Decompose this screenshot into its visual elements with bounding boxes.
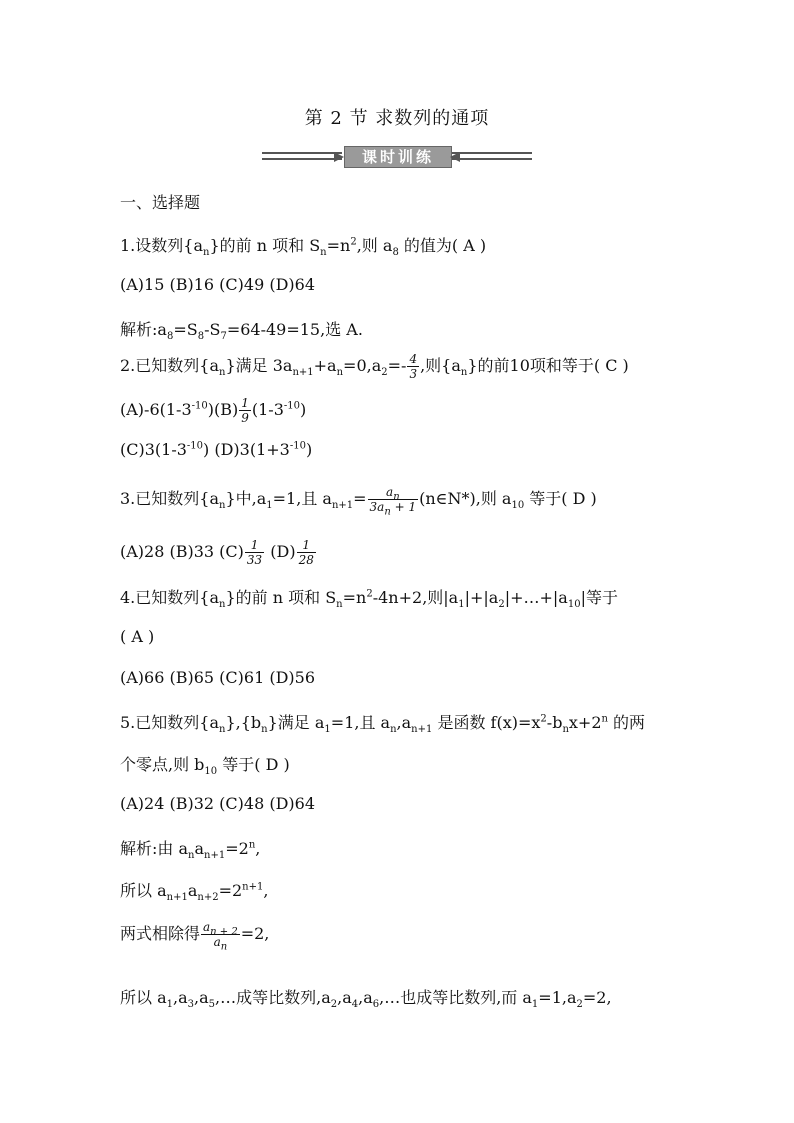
- fraction: $\frac{1}{28}$: [298, 538, 314, 567]
- banner-line-left-2: [262, 158, 342, 160]
- question-5-solution-4: 所以 $a_1,a_3,a_5,\dots$成等比数列$,a_2,a_4,a_6,\dots$也成等比数列,而 $a_1=1,a_2=2$,: [120, 988, 612, 1011]
- question-5: 5.已知数列$\{a_n\},\{b_n\}$满足 $a_1=1$,且 $a_n,a_{n+1}$ 是函数 $f(x)=x^2-b_nx+2^n$ 的两: [120, 713, 646, 736]
- fraction: $\frac{a_{n + 2}}{a_n}$: [203, 920, 238, 953]
- banner-line-right: [452, 152, 532, 154]
- banner-label: 课时训练: [344, 146, 452, 168]
- question-1: 1.设数列$\{a_n\}$的前 n 项和 $S_n=n^2$,则 $a_8$ 的值为( A ): [120, 236, 487, 259]
- section-heading: 一、选择题: [120, 193, 201, 212]
- question-4-answer: ( A ): [120, 627, 155, 646]
- question-5-solution-2: 所以 $a_{n+1}a_{n+2}=2^{n+1}$,: [120, 881, 269, 904]
- question-4-options: (A)66 (B)65 (C)61 (D)56: [120, 668, 316, 687]
- question-5-options: (A)24 (B)32 (C)48 (D)64: [120, 794, 316, 813]
- question-2: 2.已知数列$\{a_n\}$满足 $3a_{n+1}+a_n=0,a_2=-$ $\frac{4}{3}$ ,则$\{a_n\}$的前10项和等于( C ): [120, 352, 629, 381]
- fraction: $\frac{1}{33}$: [246, 538, 263, 567]
- banner-line-right-2: [452, 158, 532, 160]
- question-5-line-2: 个零点,则 $b_{10}$ 等于( D ): [120, 755, 290, 778]
- page-title: 第 2 节 求数列的通项: [304, 108, 490, 129]
- section-banner: [262, 146, 532, 168]
- question-4: 4.已知数列$\{a_n\}$的前 n 项和 $S_n=n^2-4n+2$,则$|a_1|+|a_2|+\dots+|a_{10}|$等于: [120, 588, 618, 611]
- fraction: $\frac{1}{9}$: [241, 396, 249, 425]
- question-3: 3.已知数列$\{a_n\}$中$,a_1=1$,且 $a_{n+1}=$ $\frac{a_n}{3a_n + 1}$ (n∈N*),则 $a_{10}$ 等于( D ): [120, 485, 597, 518]
- banner-line-left: [262, 152, 342, 154]
- question-2-options-cd: $(C)3(1-3^{-10})$ $(D)3(1+3^{-10})$: [120, 440, 313, 459]
- question-1-options: (A)15 (B)16 (C)49 (D)64: [120, 275, 316, 294]
- question-2-options-ab: $(A)-6(1-3^{-10})(B)$ $\frac{1}{9}$ $(1-3^{-10})$: [120, 396, 307, 425]
- banner-arrow-left-icon: [334, 152, 344, 162]
- question-3-options: (A)28 (B)33 (C) $\frac{1}{33}$ (D) $\frac{1}{28}$: [120, 538, 314, 567]
- fraction: $\frac{a_n}{3a_n + 1}$: [369, 485, 417, 518]
- question-1-solution: 解析$:a_8=S_8-S_7=64-49=15$,选 A.: [120, 320, 363, 343]
- question-5-solution-3: 两式相除得 $\frac{a_{n + 2}}{a_n}$ =2,: [120, 920, 270, 953]
- fraction: $\frac{4}{3}$: [409, 352, 418, 381]
- question-5-solution-1: 解析:由 $a_na_{n+1}=2^n$,: [120, 839, 261, 862]
